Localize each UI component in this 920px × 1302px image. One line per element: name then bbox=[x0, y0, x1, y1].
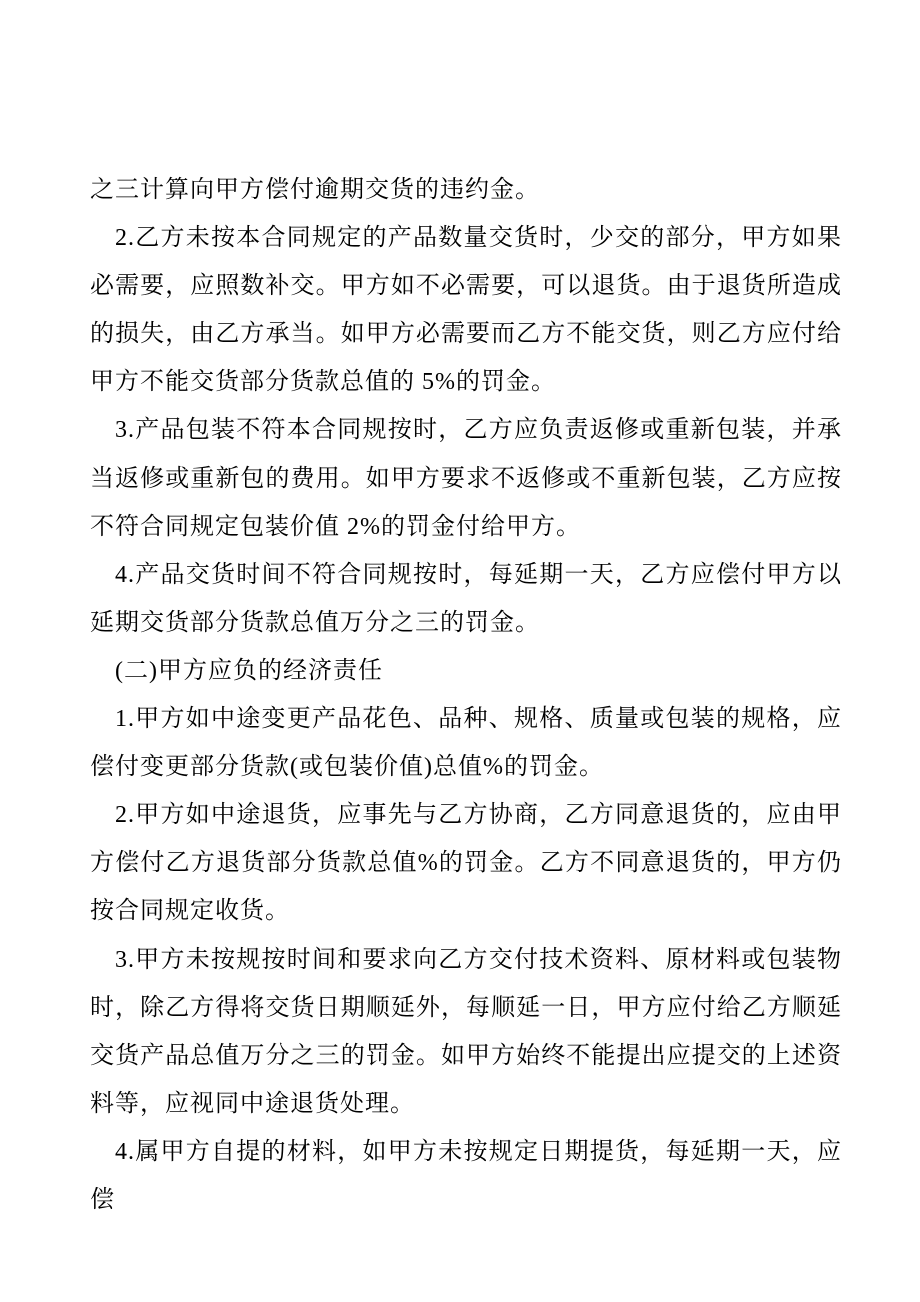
paragraph-partyA-clause-3: 3.甲方未按规按时间和要求向乙方交付技术资料、原材料或包装物时，除乙方得将交货日期顺延外，每顺延一日，甲方应付给乙方顺延交货产品总值万分之三的罚金。如甲方始终不能提出应提交的上述资料等，应视同中途退货处理。 bbox=[90, 946, 842, 1117]
paragraph-section-heading: (二)甲方应负的经济责任 bbox=[115, 657, 383, 684]
paragraph-clause-2: 2.乙方未按本合同规定的产品数量交货时，少交的部分，甲方如果必需要，应照数补交。甲方如不必需要，可以退货。由于退货所造成的损失，由乙方承当。如甲方必需要而乙方不能交货，则乙方应付给甲方不能交货部分货款总值的 5%的罚金。 bbox=[90, 225, 842, 396]
document-body bbox=[90, 166, 842, 1224]
paragraph-continuation: 之三计算向甲方偿付逾期交货的违约金。 bbox=[90, 177, 540, 203]
paragraph-clause-4: 4.产品交货时间不符合同规按时，每延期一天，乙方应偿付甲方以延期交货部分货款总值万分之三的罚金。 bbox=[90, 561, 842, 636]
paragraph-partyA-clause-4: 4.属甲方自提的材料，如甲方未按规定日期提货，每延期一天，应偿 bbox=[90, 1138, 842, 1213]
paragraph-clause-3: 3.产品包装不符本合同规按时，乙方应负责返修或重新包装，并承当返修或重新包的费用。如甲方要求不返修或不重新包装，乙方应按不符合同规定包装价值 2%的罚金付给甲方。 bbox=[90, 417, 842, 540]
paragraph-partyA-clause-1: 1.甲方如中途变更产品花色、品种、规格、质量或包装的规格，应偿付变更部分货款(或包装价值)总值%的罚金。 bbox=[90, 706, 842, 781]
paragraph-partyA-clause-2: 2.甲方如中途退货，应事先与乙方协商，乙方同意退货的，应由甲方偿付乙方退货部分货款总值%的罚金。乙方不同意退货的，甲方仍按合同规定收货。 bbox=[90, 802, 842, 925]
